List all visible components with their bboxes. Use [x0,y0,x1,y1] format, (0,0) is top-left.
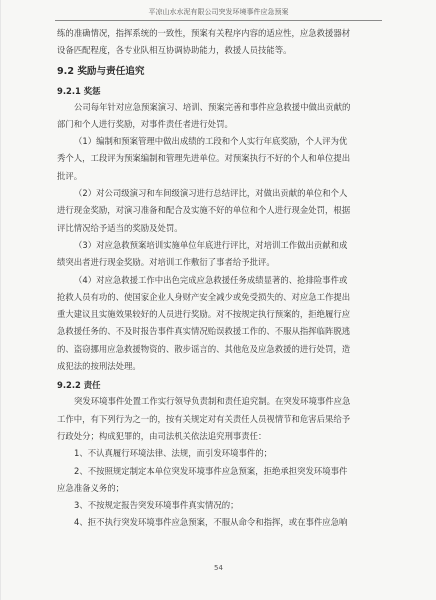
para-line: 突发环境事件处置工作实行领导负责制和责任追究制。在突发环境事件应急 [74,396,351,407]
para-line: （2）对公司级演习和车间级演习进行总结评比，对做出贡献的单位和个人 [74,188,348,199]
para-line: 公司每年针对应急预案演习、培训、预案完善和事件应急救援中做出贡献的 [74,101,351,112]
para-line: 的、盗窃挪用应急救援物资的、散步谣言的、其他危及应急救援的进行处罚，造 [57,343,351,354]
list-item: 3、不按规定报告突发环境事件真实情况的； [74,500,239,511]
intro-line-1: 练的准确情况，指挥系统的一致性，预案有关程序内容的适应性，应急救援器材 [57,28,351,38]
para-line: 批评。 [57,170,83,181]
para-line: 绩突出者进行现金奖励。对培训工作敷衍了事者给予批评。 [57,257,275,268]
para-line: 抢救人员有功的、使国家企业人身财产安全减少或免受损失的、对应急工作提出 [57,291,351,302]
para-line: 行政处分；构成犯罪的，由司法机关依法追究刑事责任： [57,430,267,441]
subsection-heading-9-2-2: 9.2.2 责任 [57,380,101,391]
page-content [57,25,381,532]
list-item: 2、不按照规定制定本单位突发环境事件应急预案，拒绝承担突发环境事件 [74,465,348,476]
para-line: 工作中，有下列行为之一的，按有关规定对有关责任人员视情节和危害后果给予 [57,413,351,424]
para-line: 应急准备义务的； [57,482,124,493]
para-line: 成犯法的按刑法处理。 [57,361,141,372]
para-line: 评比情况给予适当的奖励及处罚。 [57,222,183,233]
section-heading-9-2: 9.2 奖励与责任追究 [57,65,145,77]
para-line: 部门和个人进行奖励，对事件责任者进行处罚。 [57,118,233,129]
list-item: 1、不认真履行环境法律、法规，而引发环境事件的； [74,448,272,459]
list-item: 4、拒不执行突发环境事件应急预案，不服从命令和指挥，或在事件应急响 [74,517,348,528]
page-number: 54 [214,564,223,572]
para-line: 重大建议且实施效果较好的人员进行奖励。对不按规定执行预案的，拒绝履行应 [57,309,351,320]
para-line: （3）对应急救预案培训实施单位年底进行评比，对培训工作做出贡献和成 [74,239,348,250]
para-line: 进行现金奖励，对演习准备和配合及实施不好的单位和个人进行现金处罚，根据 [57,205,351,216]
para-line: （4）对应急救援工作中出色完成应急救援任务成绩显著的、抢排险事件或 [74,274,348,285]
para-line: 急救援任务的、不及时报告事件真实情况贻误救援工作的、不服从指挥临阵脱逃 [57,326,351,337]
subsection-heading-9-2-1: 9.2.1 奖惩 [57,85,101,96]
intro-line-2: 设备匹配程度，各专业队相互协调协助能力，救援人员技能等。 [57,45,292,56]
page-header: 平凉山水水泥有限公司突发环境事件应急预案 [55,6,382,21]
para-line: 秀个人，工段评为预案编制和管理先进单位。对预案执行不好的个人和单位提出 [57,153,351,164]
para-line: （1）编制和预案管理中做出成绩的工段和个人实行年底奖励，个人评为优 [74,136,348,147]
